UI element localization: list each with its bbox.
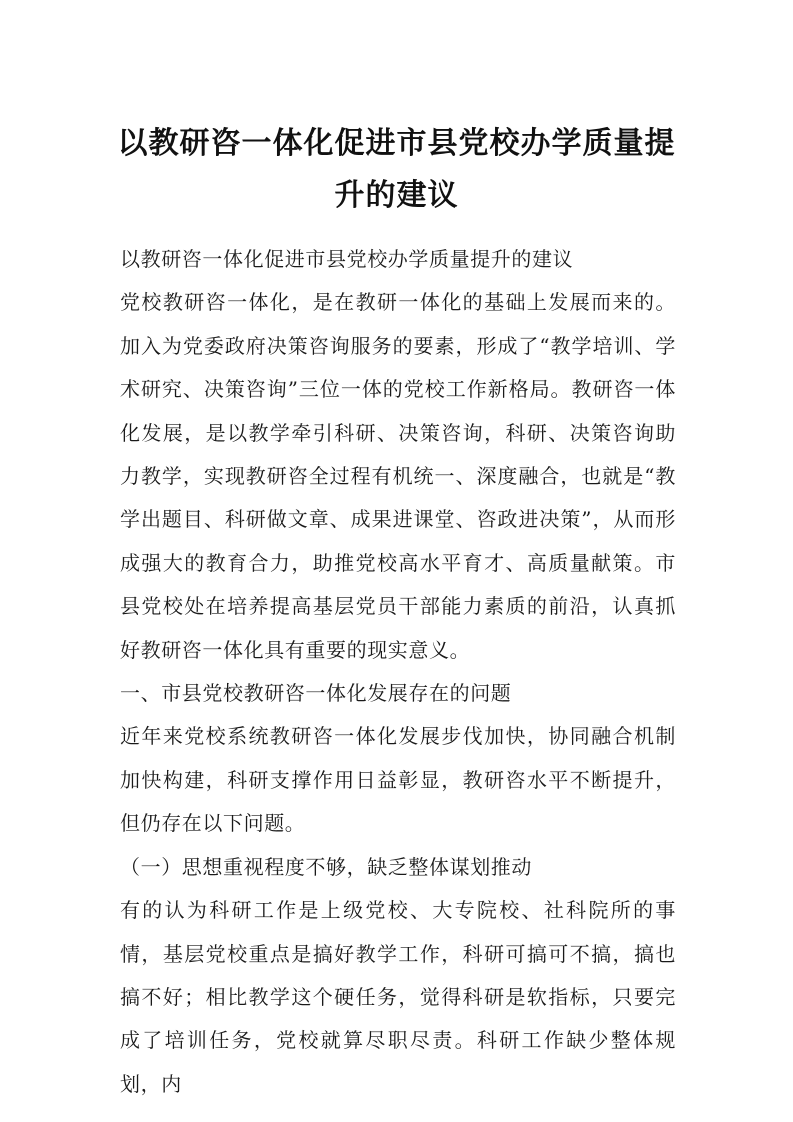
paragraph-section-1: 近年来党校系统教研咨一体化发展步伐加快，协同融合机制加快构建，科研支撑作用日益彰显，教研咨水平不断提升，但仍存在以下问题。	[120, 724, 676, 836]
document-body	[120, 238, 676, 1106]
subsection-heading-1: （一）思想重视程度不够，缺乏整体谋划推动	[120, 854, 532, 879]
paragraph-intro: 党校教研咨一体化，是在教研一体化的基础上发展而来的。加入为党委政府决策咨询服务的要素，形成了“教学培训、学术研究、决策咨询”三位一体的党校工作新格局。教研咨一体化发展，是以教学牵引科研、决策咨询，科研、决策咨询助力教学，实现教研咨全过程有机统一、深度融合，也就是“教学出题目、科研做文章、成果进课堂、咨政进决策”，从而形成强大的教育合力，助推党校高水平育才、高质量献策。市县党校处在培养提高基层党员干部能力素质的前沿，认真抓好教研咨一体化具有重要的现实意义。	[120, 290, 676, 662]
title-line-1: 以教研咨一体化促进市县党校办学质量提	[117, 126, 676, 161]
title-line-2: 升的建议	[334, 178, 459, 213]
paragraph-subtitle: 以教研咨一体化促进市县党校办学质量提升的建议	[120, 247, 574, 271]
paragraph-subsection-1: 有的认为科研工作是上级党校、大专院校、社科院所的事情，基层党校重点是搞好教学工作，科研可搞可不搞，搞也搞不好；相比教学这个硬任务，觉得科研是软指标，只要完成了培训任务，党校就算尽职尽责。科研工作缺少整体规划，内	[120, 898, 676, 1096]
document-title	[110, 118, 683, 222]
section-heading-1: 一、市县党校教研咨一体化发展存在的问题	[120, 681, 512, 706]
